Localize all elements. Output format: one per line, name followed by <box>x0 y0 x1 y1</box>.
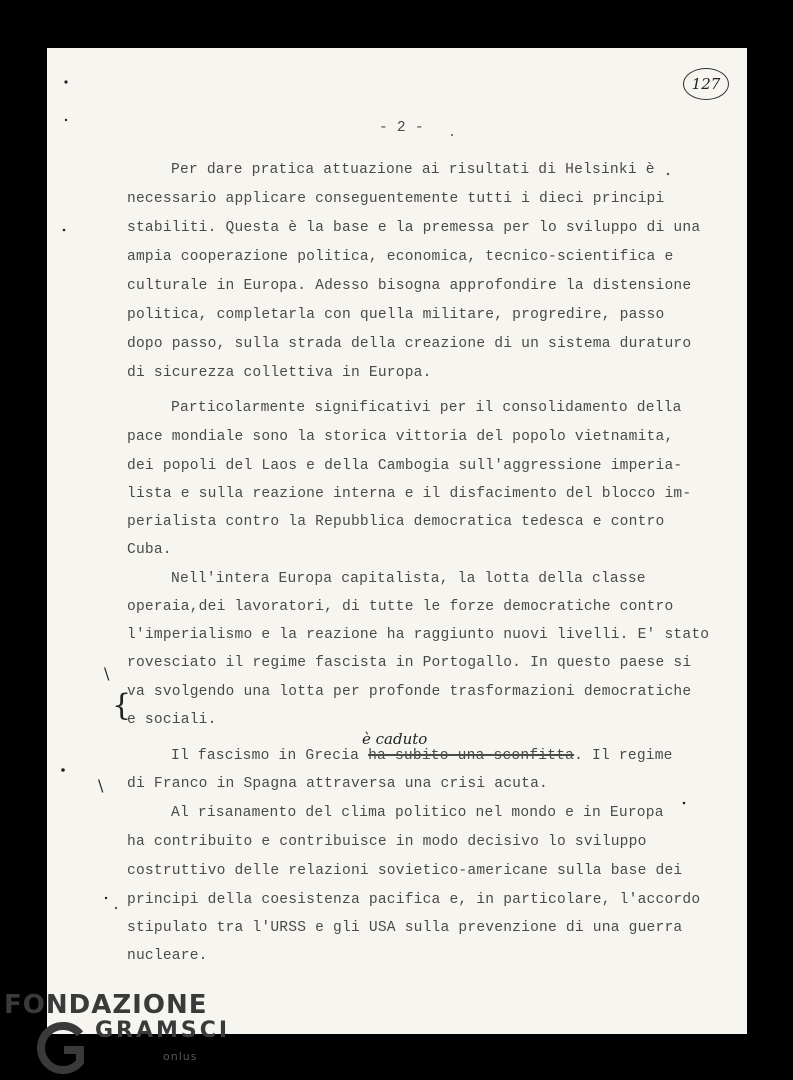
margin-mark: \ <box>104 664 110 683</box>
text-line: Particolarmente significativi per il consolidamento della <box>171 400 682 416</box>
struck-text: ha subito una sconfitta <box>368 748 575 764</box>
text-line: lista e sulla reazione interna e il disfacimento del blocco im- <box>127 486 692 502</box>
watermark-line1: FONDAZIONE <box>4 990 208 1020</box>
text-line: va svolgendo una lotta per profonde trasformazioni democratiche <box>127 684 692 700</box>
text-line: Nell'intera Europa capitalista, la lotta della classe <box>171 571 646 587</box>
text-line: ha contribuito e contribuisce in modo decisivo lo sviluppo <box>127 834 647 850</box>
margin-mark: \ <box>98 776 104 795</box>
watermark-line2: GRAMSCI <box>95 1018 231 1043</box>
text-line: dopo passo, sulla strada della creazione di un sistema duraturo <box>127 336 692 352</box>
text-line: Per dare pratica attuazione ai risultati di Helsinki è <box>171 162 655 178</box>
text-line: pace mondiale sono la storica vittoria del popolo vietnamita, <box>127 429 674 445</box>
text-line: l'imperialismo e la reazione ha raggiunto nuovi livelli. E' stato <box>127 627 710 643</box>
greece-text-after: . Il regime <box>574 748 673 764</box>
text-line: di sicurezza collettiva in Europa. <box>127 365 432 381</box>
text-line: perialista contro la Repubblica democratica tedesca e contro <box>127 514 665 530</box>
text-line: ampia cooperazione politica, economica, tecnico-scientifica e <box>127 249 674 265</box>
text-line: culturale in Europa. Adesso bisogna approfondire la distensione <box>127 278 692 294</box>
greece-text-before: Il fascismo in Grecia <box>171 748 369 764</box>
text-line: stabiliti. Questa è la base e la premessa per lo sviluppo di una <box>127 220 701 236</box>
handwritten-insert: è caduto <box>362 730 428 748</box>
text-line: stipulato tra l'URSS e gli USA sulla prevenzione di una guerra <box>127 920 683 936</box>
watermark-g-logo <box>30 1022 90 1074</box>
page-number: - 2 - <box>379 120 424 136</box>
text-line: di Franco in Spagna attraversa una crisi acuta. <box>127 776 549 792</box>
text-line: dei popoli del Laos e della Cambogia sull'aggressione imperia- <box>127 458 683 474</box>
watermark-line3: onlus <box>163 1050 198 1063</box>
text-line: rovesciato il regime fascista in Portogallo. In questo paese si <box>127 655 692 671</box>
text-line: costruttivo delle relazioni sovietico-americane sulla base dei <box>127 863 683 879</box>
text-line: principi della coesistenza pacifica e, in particolare, l'accordo <box>127 892 701 908</box>
margin-bracket: { <box>112 688 132 723</box>
text-line: Al risanamento del clima politico nel mondo e in Europa <box>171 805 664 821</box>
text-line: operaia,dei lavoratori, di tutte le forze democratiche contro <box>127 599 674 615</box>
text-line: nucleare. <box>127 948 208 964</box>
text-line: Cuba. <box>127 542 172 558</box>
text-line: necessario applicare conseguentemente tutti i dieci principi <box>127 191 665 207</box>
text-line: e sociali. <box>127 712 217 728</box>
archive-number: 127 <box>691 75 721 93</box>
text-line: politica, completarla con quella militare, progredire, passo <box>127 307 665 323</box>
